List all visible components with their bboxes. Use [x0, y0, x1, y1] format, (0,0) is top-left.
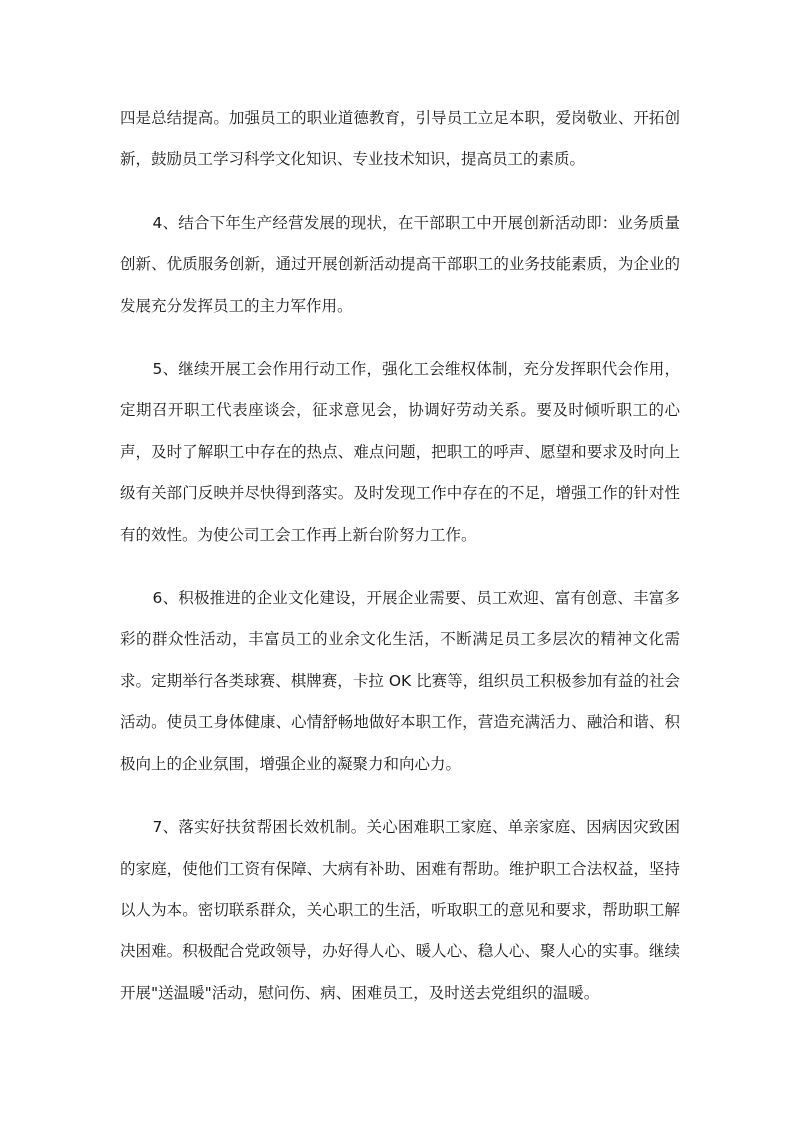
paragraph-item-6: 6、积极推进的企业文化建设，开展企业需要、员工欢迎、富有创意、丰富多彩的群众性活动，丰富员工的业余文化生活，不断满足员工多层次的精神文化需求。定期举行各类球赛、棋牌赛，卡拉 OK 比赛等，组织员工积极参加有益的社会活动。使员工身体健康、心情舒畅地做好本职工作，营造充满活力、融洽和谐、积极向上的企业氛围，增强企业的凝聚力和向心力。	[120, 589, 680, 773]
paragraph-item-4: 4、结合下年生产经营发展的现状，在干部职工中开展创新活动即：业务质量创新、优质服务创新，通过开展创新活动提高干部职工的业务技能素质，为企业的发展充分发挥员工的主力军作用。	[120, 213, 680, 315]
paragraph-item-7: 7、落实好扶贫帮困长效机制。关心困难职工家庭、单亲家庭、因病因灾致困的家庭，使他们工资有保障、大病有补助、困难有帮助。维护职工合法权益，坚持以人为本。密切联系群众，关心职工的生活，听取职工的意见和要求，帮助职工解决困难。积极配合党政领导，办好得人心、暖人心、稳人心、聚人心的实事。继续开展"送温暖"活动，慰问伤、病、困难员工，及时送去党组织的温暖。	[120, 818, 680, 1002]
paragraph-item-5: 5、继续开展工会作用行动工作，强化工会维权体制，充分发挥职代会作用，定期召开职工代表座谈会，征求意见会，协调好劳动关系。要及时倾听职工的心声，及时了解职工中存在的热点、难点问题，把职工的呼声、愿望和要求及时向上级有关部门反映并尽快得到落实。及时发现工作中存在的不足，增强工作的针对性有的效性。为使公司工会工作再上新台阶努力工作。	[120, 360, 680, 544]
paragraph-summary: 四是总结提高。加强员工的职业道德教育，引导员工立足本职，爱岗敬业、开拓创新，鼓励员工学习科学文化知识、专业技术知识，提高员工的素质。	[120, 109, 680, 169]
document-page	[120, 98, 680, 1036]
